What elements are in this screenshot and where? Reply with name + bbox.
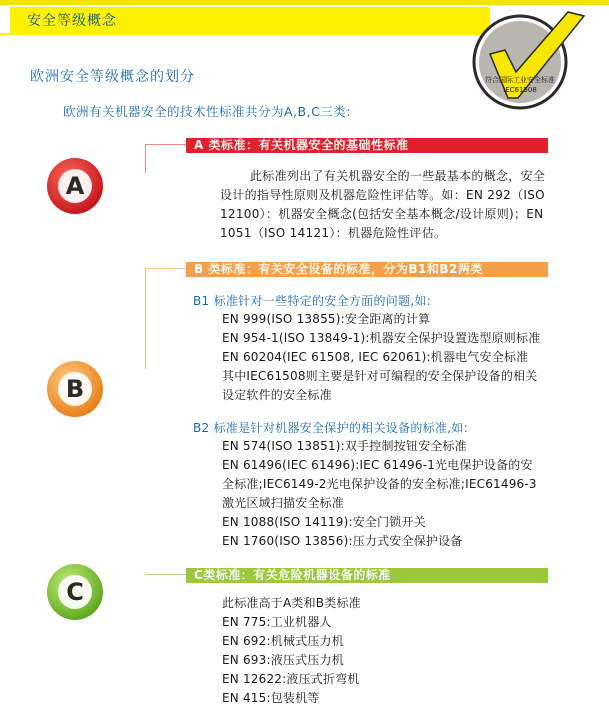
category-c-bar: C类标准：有关危险机器设备的标准	[186, 568, 548, 583]
list-item: EN 415:包装机等	[222, 691, 320, 705]
category-b-circle	[46, 360, 104, 418]
list-item: EN 61496(IEC 61496):IEC 61496-1光电保护设备的安	[222, 458, 533, 472]
list-item: EN 12622:液压式折弯机	[222, 672, 360, 686]
category-a-line: 1051（ISO 14121）：机器危险性评估。	[220, 226, 447, 240]
category-a-circle	[46, 157, 104, 215]
category-a-line: 此标准列出了有关机器安全的一些最基本的概念，安全	[250, 169, 546, 183]
category-a-letter: A	[65, 172, 85, 200]
connector-b	[145, 268, 187, 369]
category-a-description	[220, 167, 555, 243]
connector-c	[145, 574, 187, 575]
section-title: 欧洲安全等级概念的划分	[30, 69, 195, 85]
header-top-stripe	[0, 0, 609, 5]
page-title: 安全等级概念	[27, 13, 117, 29]
list-item: 激光区域扫描安全标准	[222, 496, 345, 510]
list-item: EN 1760(ISO 13856):压力式安全保护设备	[222, 534, 463, 548]
list-item: EN 775:工业机器人	[222, 615, 332, 629]
b2-title: B2 标准是针对机器安全保护的相关设备的标准,如:	[193, 421, 469, 435]
category-b-letter: B	[65, 375, 85, 403]
safety-certification-badge	[460, 6, 592, 112]
list-item: 其中IEC61508则主要是针对可编程的安全保护设备的相关	[222, 369, 538, 383]
list-item: EN 574(ISO 13851):双手控制按钮安全标准	[222, 439, 467, 453]
list-item: 全标准;IEC6149-2光电保护设备的安全标准;IEC61496-3	[222, 477, 537, 491]
intro-text: 欧洲有关机器安全的技术性标准共分为A,B,C三类:	[63, 104, 352, 119]
c-list	[222, 594, 361, 708]
list-item: 设定软件的安全标准	[222, 388, 332, 402]
list-item: EN 1088(ISO 14119):安全门锁开关	[222, 515, 426, 529]
category-c-circle	[46, 563, 104, 621]
b2-list	[222, 437, 537, 551]
list-item: 此标准高于A类和B类标准	[222, 596, 361, 610]
category-a-bar: A 类标准：有关机器安全的基础性标准	[186, 138, 548, 153]
category-b-bar: B 类标准：有关安全设备的标准，分为B1和B2两类	[186, 262, 548, 277]
header-underline	[0, 33, 505, 35]
list-item: EN 999(ISO 13855):安全距离的计算	[222, 312, 431, 326]
b1-list	[222, 310, 540, 405]
list-item: EN 692:机械式压力机	[222, 634, 344, 648]
category-c-letter: C	[66, 578, 84, 606]
list-item: EN 693:液压式压力机	[222, 653, 344, 667]
connector-a	[145, 144, 187, 173]
category-a-line: 12100）：机器安全概念(包括安全基本概念/设计原则)；EN	[220, 207, 544, 221]
list-item: EN 60204(IEC 61508, IEC 62061):机器电气安全标准	[222, 350, 529, 364]
badge-line2: IEC61508	[503, 86, 537, 94]
b1-title: B1 标准针对一些特定的安全方面的问题,如:	[193, 294, 432, 308]
badge-line1: 符合国际工业安全标准	[485, 76, 555, 84]
category-a-line: 设计的指导性原则及机器危险性评估等。如：EN 292（ISO	[220, 188, 545, 202]
list-item: EN 954-1(ISO 13849-1):机器安全保护设置选型原则标准	[222, 331, 541, 345]
